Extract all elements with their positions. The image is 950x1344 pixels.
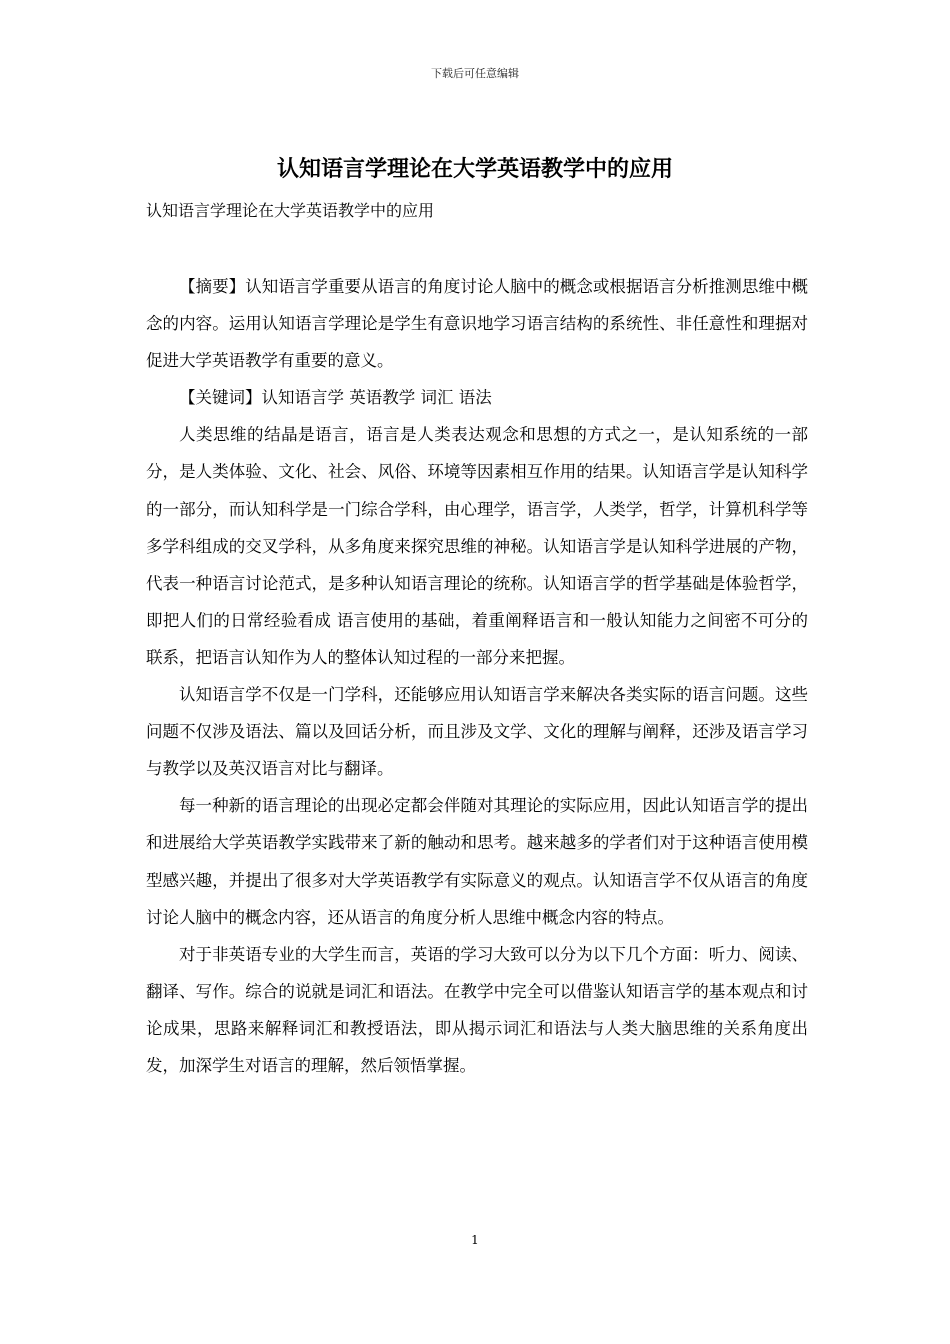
body-paragraph: 认知语言学不仅是一门学科，还能够应用认知语言学来解决各类实际的语言问题。这些问题不仅涉及语法、篇以及回话分析，而且涉及文学、文化的理解与阐释，还涉及语言学习与教学以及英汉语言对比与翻译。 — [146, 685, 808, 779]
page-number: 1 — [471, 1233, 479, 1247]
document-title: 认知语言学理论在大学英语教学中的应用 — [276, 156, 673, 182]
document-body — [146, 268, 808, 1084]
header-note: 下载后可任意编辑 — [431, 67, 519, 80]
abstract-paragraph: 【摘要】认知语言学重要从语言的角度讨论人脑中的概念或根据语言分析推测思维中概念的内容。运用认知语言学理论是学生有意识地学习语言结构的系统性、非任意性和理据对促进大学英语教学有重要的意义。 — [146, 277, 808, 371]
document-subtitle: 认知语言学理论在大学英语教学中的应用 — [146, 201, 435, 220]
body-paragraph: 对于非英语专业的大学生而言，英语的学习大致可以分为以下几个方面：听力、阅读、翻译、写作。综合的说就是词汇和语法。在教学中完全可以借鉴认知语言学的基本观点和讨论成果，思路来解释词汇和教授语法，即从揭示词汇和语法与人类大脑思维的关系角度出发，加深学生对语言的理解，然后领悟掌握。 — [146, 944, 808, 1075]
keywords-paragraph: 【关键词】认知语言学 英语教学 词汇 语法 — [179, 388, 492, 408]
body-paragraph: 人类思维的结晶是语言，语言是人类表达观念和思想的方式之一，是认知系统的一部分，是人类体验、文化、社会、风俗、环境等因素相互作用的结果。认知语言学是认知科学的一部分，而认知科学是一门综合学科，由心理学，语言学，人类学，哲学，计算机科学等多学科组成的交叉学科，从多角度来探究思维的神秘。认知语言学是认知科学进展的产物，代表一种语言讨论范式，是多种认知语言理论的统称。认知语言学的哲学基础是体验哲学，即把人们的日常经验看成 语言使用的基础，着重阐释语言和一般认知能力之间密不可分的联系，把语言认知作为人的整体认知过程的一部分来把握。 — [146, 425, 808, 667]
body-paragraph: 每一种新的语言理论的出现必定都会伴随对其理论的实际应用，因此认知语言学的提出和进展给大学英语教学实践带来了新的触动和思考。越来越多的学者们对于这种语言使用模型感兴趣，并提出了很多对大学英语教学有实际意义的观点。认知语言学不仅从语言的角度讨论人脑中的概念内容，还从语言的角度分析人思维中概念内容的特点。 — [146, 796, 808, 927]
